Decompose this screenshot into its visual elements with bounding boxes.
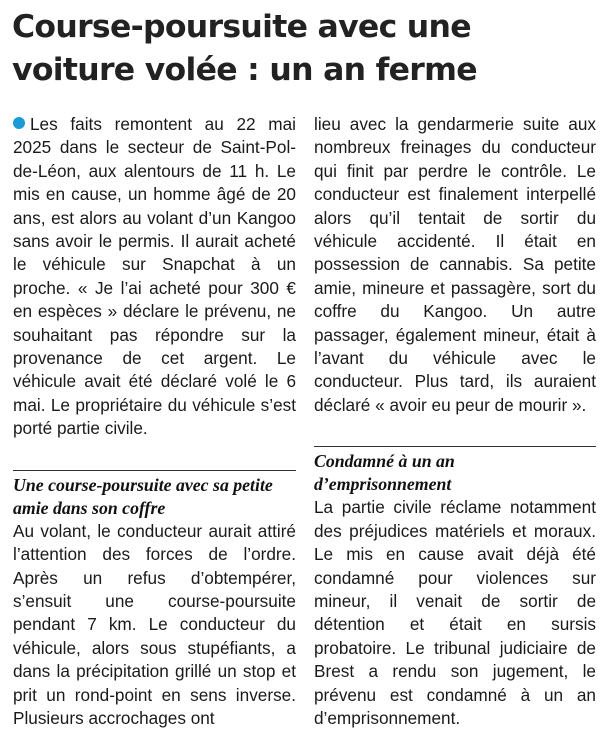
column-right [314, 113, 596, 730]
subheading-condamnation: Condamné à un an d’emprisonnement [314, 451, 455, 495]
paragraph-continuation: lieu avec la gendarmerie suite aux nombreux freinages du conducteur qui finit par perdre le contrôle. Le conducteur est finalement interpellé alors qu’il tentait de sortir du véhicule accidenté. Il était en possession de cannabis. Sa petite amie, mineure et passagère, sort du coffre du Kangoo. Un autre passager, également mineur, était à l’avant du véhicule avec le conducteur. Plus tard, ils auraient déclaré « avoir eu peur de mourir ». [314, 114, 596, 415]
paragraph-pursuit: Au volant, le conducteur aurait attiré l’attention des forces de l’ordre. Après un refus d’obtempérer, s’ensuit une course-poursuite pendant 7 km. Le conducteur du véhicule, alors sous stupéfiants, a dans la précipitation grillé un stop et prit un rond-point en sens inverse. Plusieurs accrochages ont [13, 520, 296, 728]
paragraph-intro [13, 113, 296, 441]
column-left [13, 113, 296, 730]
subheading-course-poursuite: Une course-poursuite avec sa petite amie dans son coffre [13, 474, 273, 518]
paragraph-verdict: La partie civile réclame notamment des préjudices matériels et moraux. Le mis en cause avait déjà été condamné pour violences sur mineur, il venait de sortir de détention et était en sursis probatoire. Le tribunal judiciaire de Brest a rendu son jugement, le prévenu est condamné à un an d’emprisonnement. [314, 497, 596, 728]
article-title: Course-poursuite avec une voiture volée : un an ferme [12, 9, 477, 88]
section-divider [13, 470, 296, 471]
bullet-dot-icon [13, 117, 25, 129]
paragraph-intro-text: Les faits remontent au 22 mai 2025 dans le secteur de Saint-Pol-de-Léon, aux alentours de 11 h. Le mis en cause, un homme âgé de 20 ans, est alors au volant d’un Kangoo sans avoir le permis. Il aurait acheté le véhicule sur Snapchat à un proche. « Je l’ai acheté pour 300 € en espèces » déclare le prévenu, ne souhaitant pas répondre sur la provenance de cet argent. Le véhicule avait été déclaré volé le 6 mai. Le propriétaire du véhicule s’est porté partie civile. [13, 114, 296, 439]
section-divider [314, 446, 596, 447]
